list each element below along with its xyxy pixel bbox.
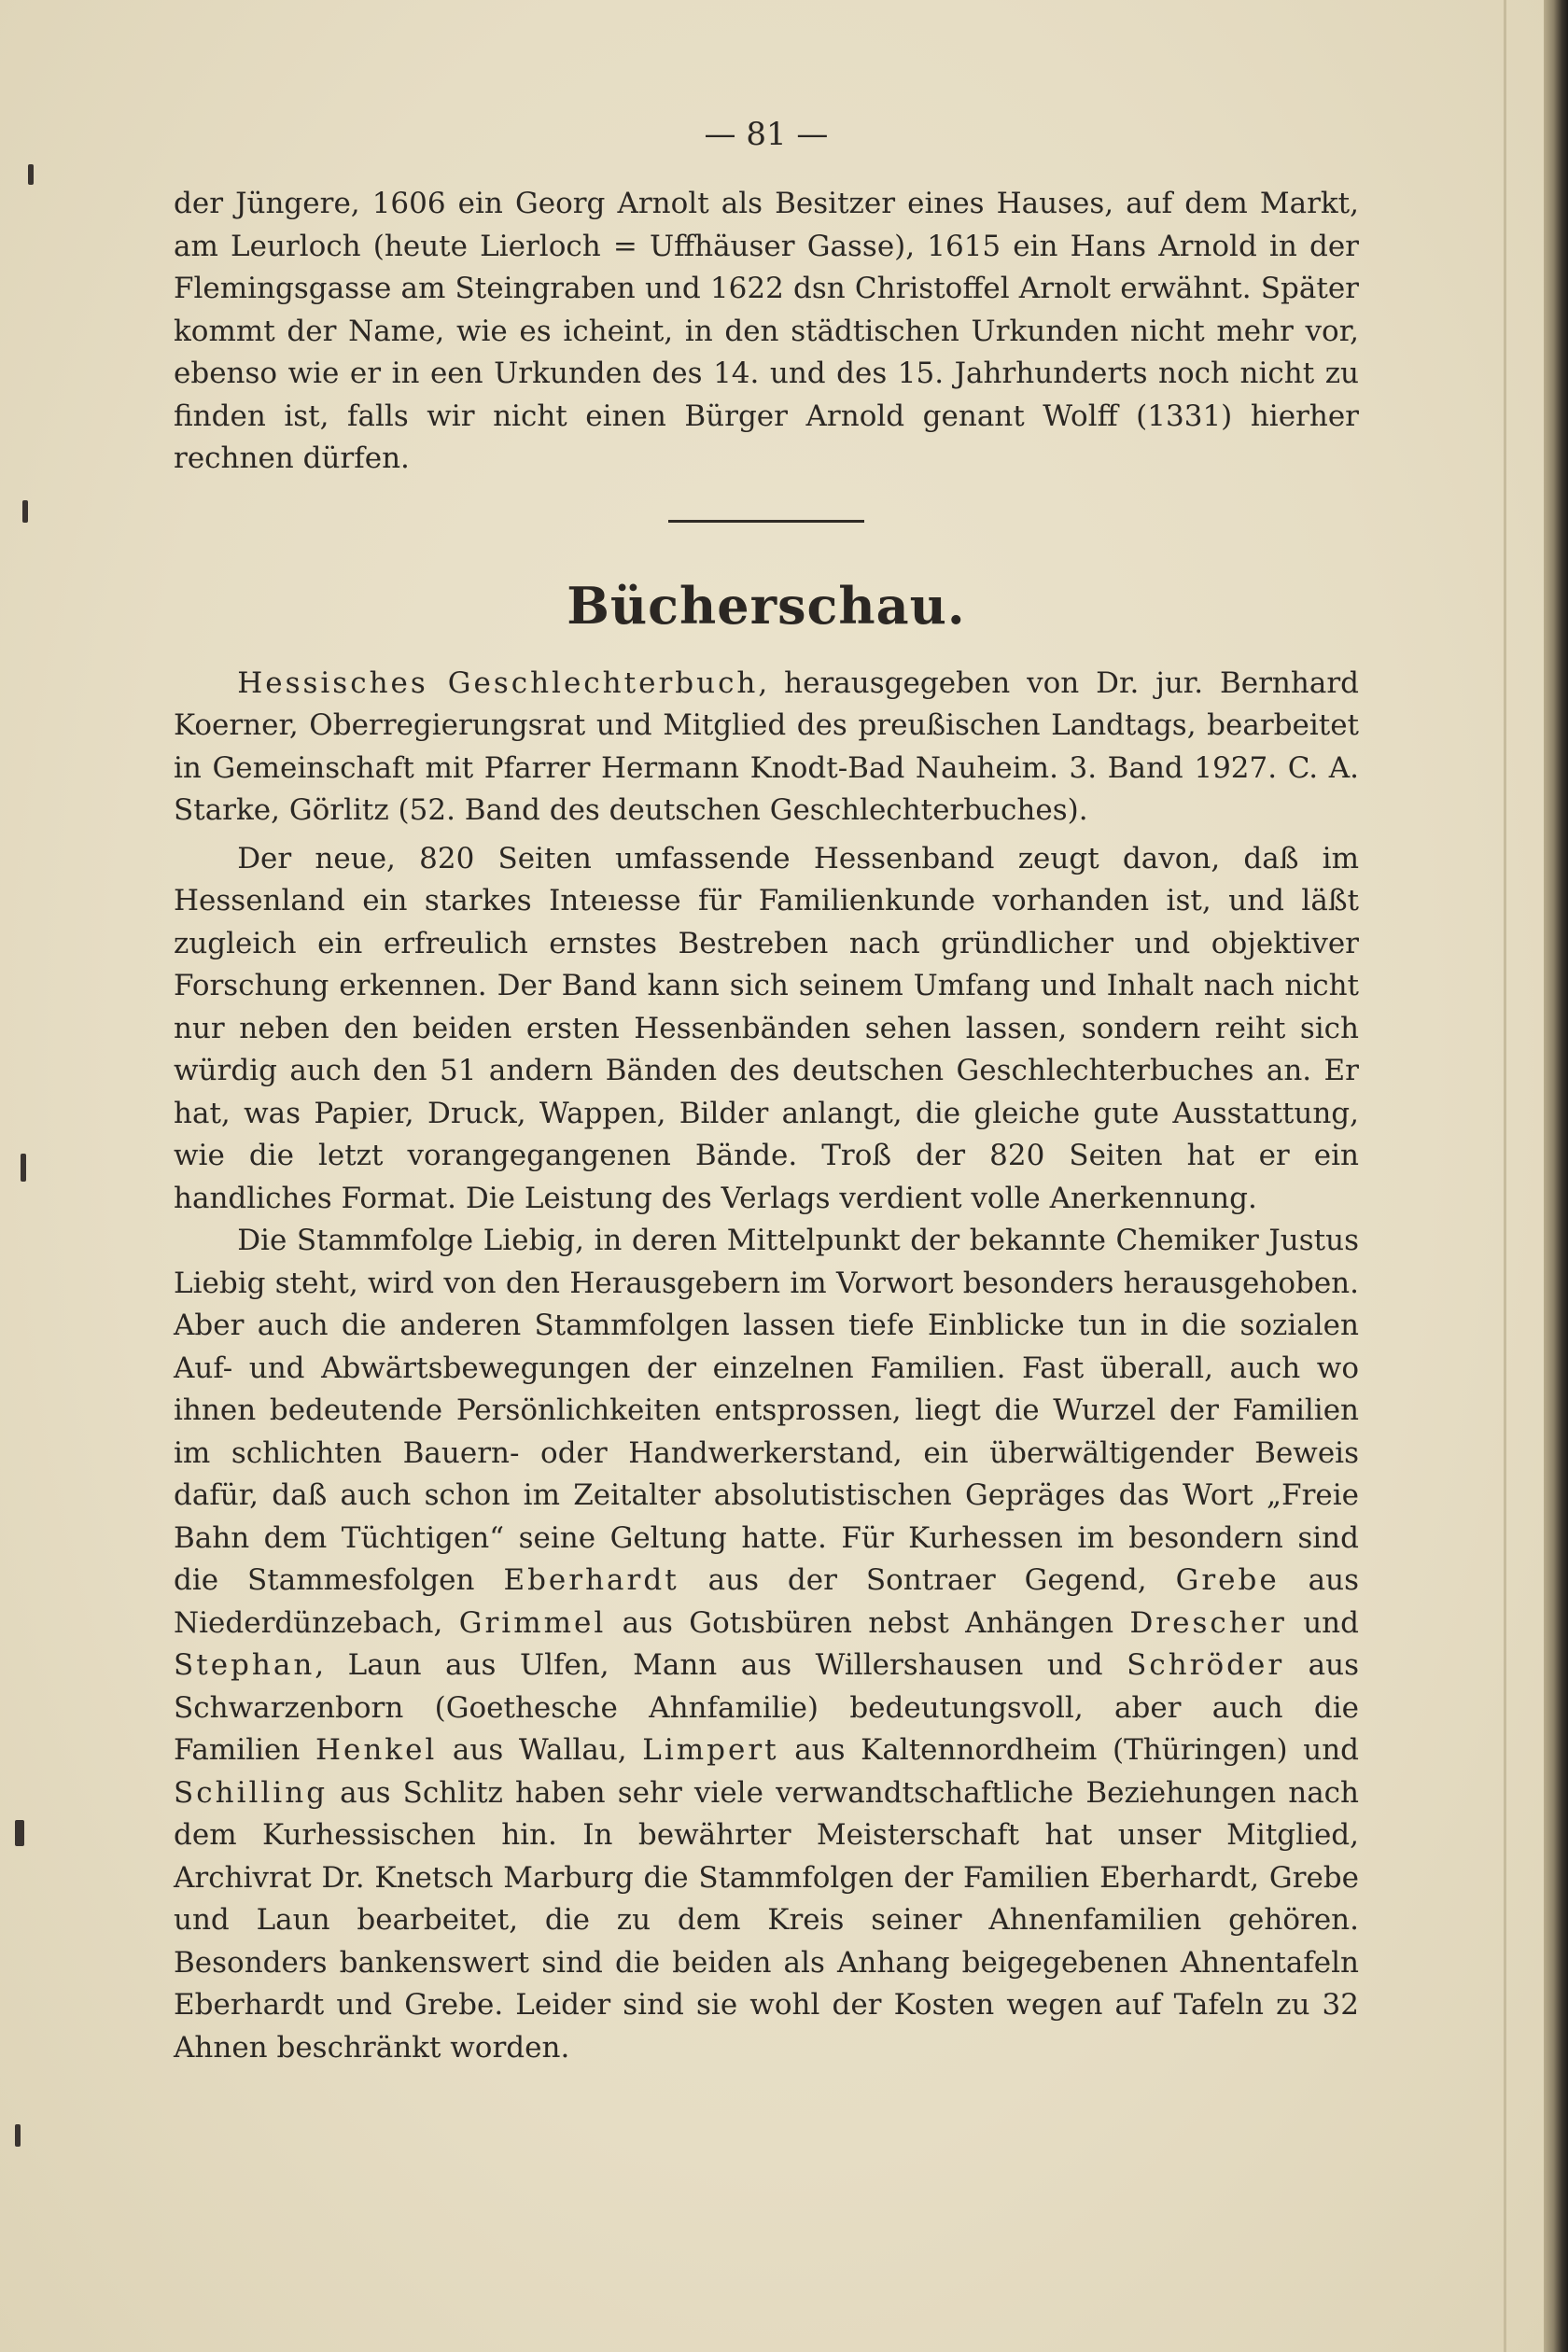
- text-run: aus Schwarzenborn (Goethesche Ahnfamilie) bedeutungsvoll, aber auch die Familien: [174, 1648, 1359, 1767]
- page-edge: [1504, 0, 1506, 2352]
- page-text: [174, 95, 1359, 2069]
- text-run: Die Stammfolge Liebig, in deren Mittelpunkt der bekannte Chemiker Justus Liebig steht, wird von den Herausgebern im Vorwort besonders herausgehoben. Aber auch die anderen Stammfolgen lassen tiefe Einblicke tun in die sozialen Auf- und Abwärtsbewegungen der einzelnen Familien. Fast überall, auch wo ihnen bedeutende Persönlichkeiten entsprossen, liegt die Wurzel der Familien im schlichten Bauern- oder Handwerkerstand, ein überwältigender Beweis dafür, daß auch schon im Zeitalter absolutistischen Gepräges das Wort „Freie Bahn dem Tüchtigen“ seine Geltung hatte. Für Kurhessen im besondern sind die Stammesfolgen: [174, 1224, 1359, 1597]
- text-run: aus Wallau,: [437, 1733, 643, 1767]
- family-name: Schröder: [1127, 1648, 1285, 1682]
- text-run: , Laun aus Ulfen, Mann aus Willershausen und: [315, 1648, 1127, 1682]
- page-number: — 81 —: [704, 116, 829, 153]
- book-citation: [174, 663, 1359, 833]
- text-run: aus der Sontraer Gegend,: [679, 1563, 1176, 1597]
- margin-mark: [21, 1154, 26, 1182]
- family-name: Henkel: [315, 1733, 438, 1767]
- text-run: aus Niederdünzebach,: [174, 1563, 1359, 1640]
- family-name: Drescher: [1129, 1605, 1287, 1640]
- family-name: Schilling: [174, 1775, 329, 1810]
- margin-mark: [15, 2124, 21, 2147]
- book-details: , herausgegeben von Dr. jur. Bernhard Koerner, Oberregierungsrat und Mitglied des preußischen Landtags, bearbeitet in Gemeinschaft mit Pfarrer Hermann Knodt-Bad Nauheim. 3. Band 1927. C. A. Starke, Görlitz (52. Band des deutschen Geschlechterbuches).: [174, 665, 1359, 827]
- section-divider: [668, 520, 864, 523]
- book-gutter: [1544, 0, 1568, 2352]
- section-heading: Bücherschau.: [567, 575, 966, 636]
- text-run: aus Gotısbüren nebst Anhängen: [606, 1605, 1130, 1640]
- review-paragraph-1: Der neue, 820 Seiten umfassende Hessenband zeugt davon, daß im Hessenland ein starkes Inteıesse für Familienkunde vorhanden ist, und läßt zugleich ein erfreulich ernstes Bestreben nach gründlicher und objektiver Forschung erkennen. Der Band kann sich seinem Umfang und Inhalt nach nicht nur neben den beiden ersten Hessenbänden sehen lassen, sondern reiht sich würdig auch den 51 andern Bänden des deutschen Geschlechterbuches an. Er hat, was Papier, Druck, Wappen, Bilder anlangt, die gleiche gute Ausstattung, wie die letzt vorangegangenen Bände. Troß der 820 Seiten hat er ein handliches Format. Die Leistung des Verlags verdient volle Anerkennung.: [174, 841, 1359, 1215]
- intro-paragraph: der Jüngere, 1606 ein Georg Arnolt als Besitzer eines Hauses, auf dem Markt, am Leurloch (heute Lierloch = Uffhäuser Gasse), 1615 ein Hans Arnold in der Flemingsgasse am Steingraben und 1622 dsn Christoffel Arnolt erwähnt. Später kommt der Name, wie es icheint, in den städtischen Urkunden nicht mehr vor, ebenso wie er in een Urkunden des 14. und des 15. Jahrhunderts noch nicht zu finden ist, falls wir nicht einen Bürger Arnold genant Wolff (1331) hierher rechnen dürfen.: [174, 187, 1359, 475]
- family-name: Limpert: [642, 1733, 779, 1767]
- family-name: Stephan: [174, 1648, 315, 1682]
- margin-mark: [22, 500, 28, 523]
- text-run: aus Schlitz haben sehr viele verwandtschaftliche Beziehungen nach dem Kurhessischen hin. In bewährter Meisterschaft hat unser Mitglied, Archivrat Dr. Knetsch Marburg die Stammfolgen der Familien Eberhardt, Grebe und Laun bearbeitet, die zu dem Kreis seiner Ahnenfamilien gehören. Besonders bankenswert sind die beiden als Anhang beigegebenen Ahnentafeln Eberhardt und Grebe. Leider sind sie wohl der Kosten wegen auf Tafeln zu 32 Ahnen beschränkt worden.: [174, 1775, 1359, 2065]
- review-paragraph-2: [174, 1220, 1359, 2069]
- family-name: Grimmel: [458, 1605, 607, 1640]
- text-run: aus Kaltennordheim (Thüringen) und: [778, 1733, 1360, 1767]
- family-name: Eberhardt: [503, 1563, 679, 1597]
- family-name: Grebe: [1175, 1563, 1280, 1597]
- margin-mark: [15, 1820, 24, 1846]
- review-body: [174, 838, 1359, 2070]
- book-title: Hessisches Geschlechterbuch: [237, 665, 759, 700]
- margin-mark: [28, 164, 34, 185]
- text-run: und: [1286, 1605, 1359, 1640]
